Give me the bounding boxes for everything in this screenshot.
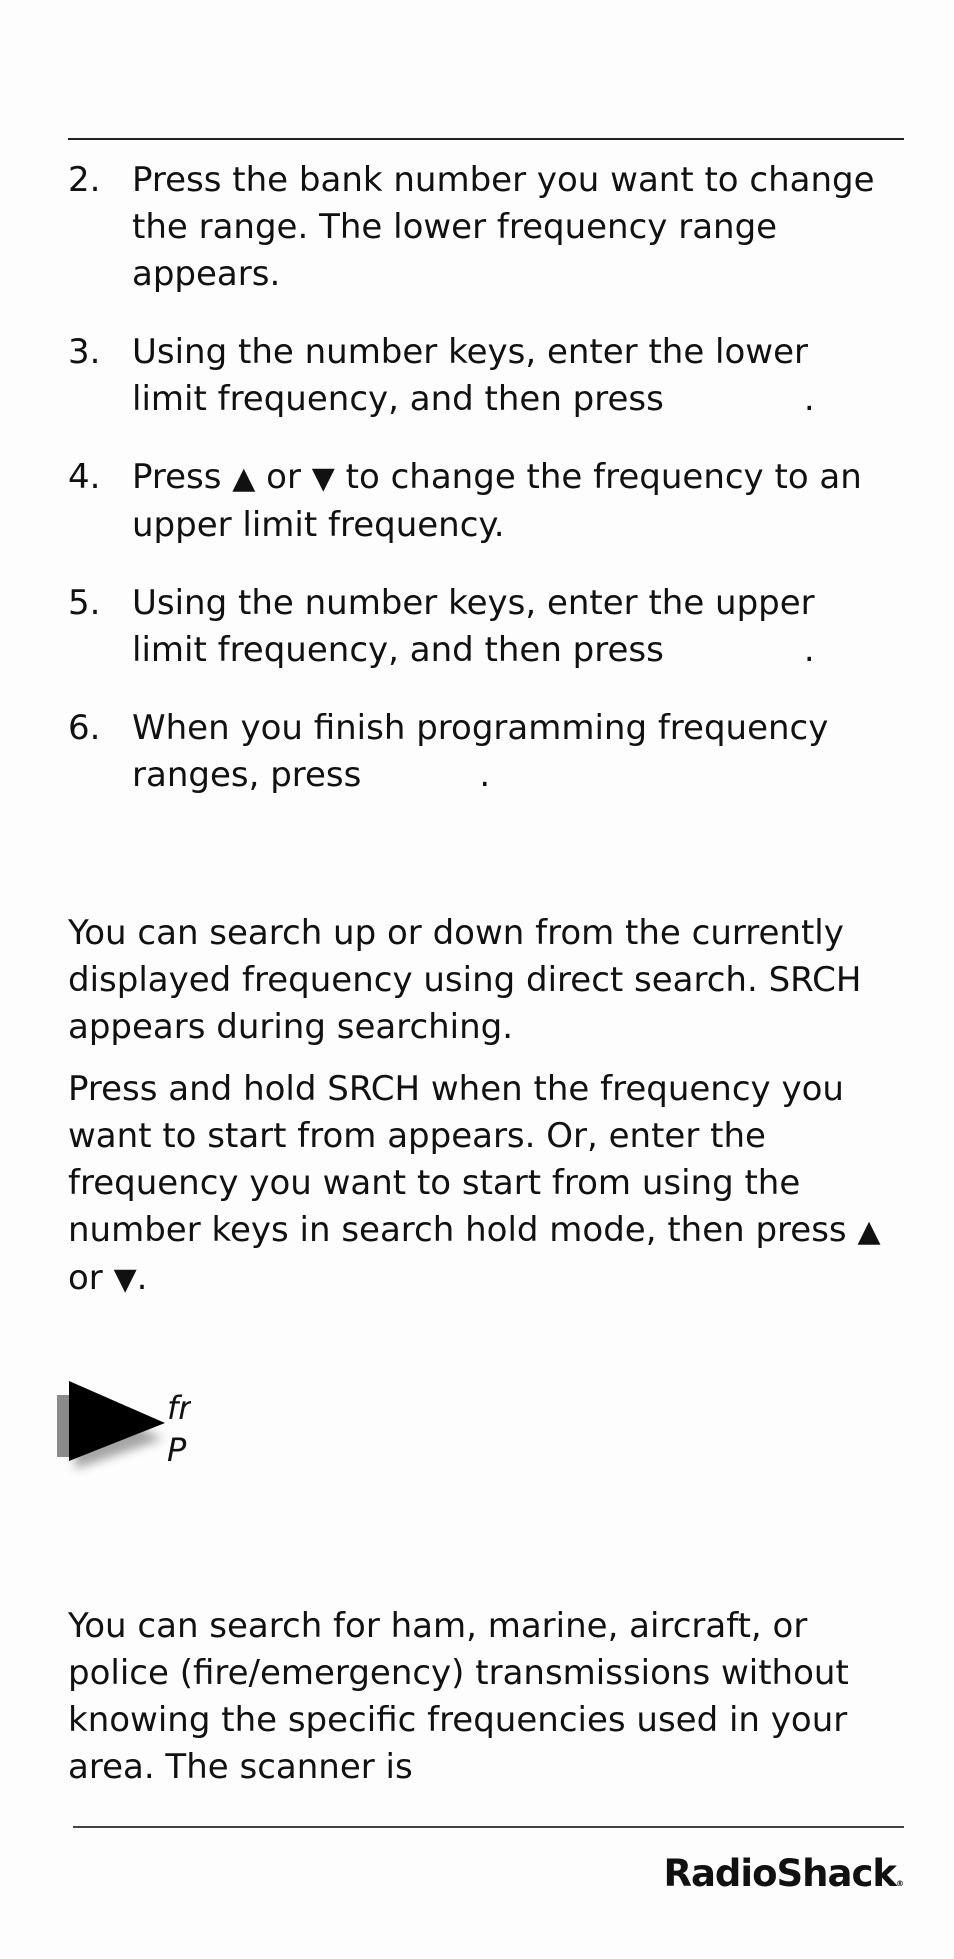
step-number: 3. <box>68 332 101 372</box>
paragraph-text: Press and hold SRCH when the frequency you want to start from appears. Or, enter the frequency you want to start from using the number keys in search hold mode, then press <box>68 1069 858 1250</box>
down-arrow-icon: ▼ <box>113 1262 137 1297</box>
step-period: . <box>479 755 491 795</box>
note-line: fr <box>167 1389 191 1427</box>
step-number: 2. <box>68 160 101 200</box>
step-3 <box>68 329 888 423</box>
step-period: . <box>803 379 815 419</box>
bottom-rule <box>73 1826 904 1828</box>
paragraph-text: . <box>136 1258 148 1298</box>
note-line: P <box>167 1431 187 1469</box>
step-number: 5. <box>68 583 101 623</box>
step-5 <box>68 580 888 674</box>
registered-mark: ® <box>896 1879 904 1888</box>
step-text: Press <box>132 457 233 497</box>
brand-name: RadioShack <box>663 1852 896 1895</box>
note-text <box>167 1387 191 1471</box>
direct-search-instructions <box>68 1066 908 1303</box>
down-arrow-icon: ▼ <box>311 461 335 496</box>
step-text: or <box>255 457 312 497</box>
step-text: Using the number keys, enter the lower limit frequency, and then press <box>132 332 808 419</box>
radioshack-logo <box>663 1852 904 1895</box>
step-4 <box>68 454 888 549</box>
step-number: 4. <box>68 457 101 497</box>
step-text: Using the number keys, enter the upper limit frequency, and then press <box>132 583 815 670</box>
note-pointer-icon <box>55 1377 215 1477</box>
step-text: to change the frequency to an upper limit frequency. <box>132 457 862 545</box>
step-period: . <box>803 630 815 670</box>
programming-steps <box>68 157 888 830</box>
step-2 <box>68 157 888 298</box>
step-6 <box>68 705 888 799</box>
direct-search-intro: You can search up or down from the currently displayed frequency using direct search. SRCH appears during searching. <box>68 913 862 1047</box>
step-number: 6. <box>68 708 101 748</box>
up-arrow-icon: ▲ <box>857 1214 881 1249</box>
service-search-intro: You can search for ham, marine, aircraft, or police (fire/emergency) transmissions without knowing the specific frequencies used in your area. The scanner is <box>68 1606 849 1787</box>
paragraph-text: or <box>68 1258 114 1298</box>
step-text: Press the bank number you want to change the range. The lower frequency range appears. <box>132 160 875 294</box>
step-text: When you finish programming frequency ranges, press <box>132 708 829 795</box>
up-arrow-icon: ▲ <box>232 461 256 496</box>
top-rule <box>68 138 904 140</box>
